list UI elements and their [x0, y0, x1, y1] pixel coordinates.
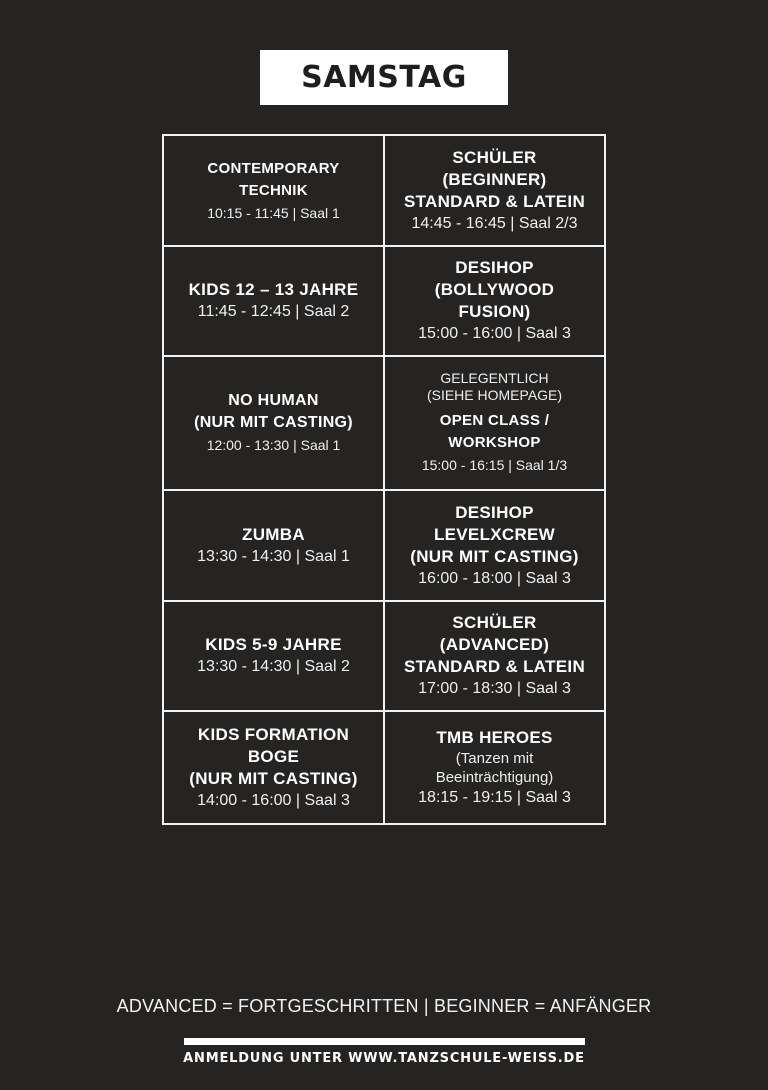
day-title-text: SAMSTAG	[301, 60, 467, 95]
class-time: 14:45 - 16:45 | Saal 2/3	[411, 214, 578, 232]
class-name: ZUMBA	[242, 524, 305, 544]
class-cell	[163, 135, 384, 246]
divider-bar	[184, 1038, 585, 1045]
class-name: NO HUMAN (NUR MIT CASTING)	[194, 392, 353, 431]
class-time: 18:15 - 19:15 | Saal 3	[418, 788, 571, 806]
class-cell	[384, 246, 605, 356]
schedule-table	[162, 134, 606, 825]
class-cell	[384, 711, 605, 824]
table-row	[163, 135, 605, 246]
class-cell	[384, 490, 605, 601]
class-cell	[384, 135, 605, 246]
class-cell	[163, 356, 384, 490]
level-legend: ADVANCED = FORTGESCHRITTEN | BEGINNER = ANFÄNGER	[116, 996, 652, 1016]
class-name: SCHÜLER (BEGINNER) STANDARD & LATEIN	[403, 147, 586, 211]
table-row	[163, 711, 605, 824]
class-name: OPEN CLASS / WORKSHOP	[439, 412, 550, 451]
class-cell	[384, 356, 605, 490]
class-cell	[163, 601, 384, 711]
table-row	[163, 601, 605, 711]
class-name: DESIHOP LEVELXCREW (NUR MIT CASTING)	[410, 502, 579, 566]
table-row	[163, 490, 605, 601]
class-name: DESIHOP (BOLLYWOOD FUSION)	[434, 258, 555, 321]
table-row	[163, 246, 605, 356]
class-cell	[163, 490, 384, 601]
class-name: CONTEMPORARY TECHNIK	[207, 159, 340, 199]
class-time: 17:00 - 18:30 | Saal 3	[418, 680, 571, 697]
class-name: TMB HEROES	[436, 727, 553, 747]
class-time: 13:30 - 14:30 | Saal 2	[197, 658, 350, 675]
class-name: KIDS 12 – 13 JAHRE	[188, 280, 359, 299]
class-name: KIDS 5-9 JAHRE	[205, 635, 342, 654]
class-time: 12:00 - 13:30 | Saal 1	[206, 437, 341, 453]
day-title	[260, 50, 508, 105]
class-cell	[163, 711, 384, 824]
registration-link[interactable]: ANMELDUNG UNTER WWW.TANZSCHULE-WEISS.DE	[183, 1051, 585, 1066]
class-cell	[384, 601, 605, 711]
class-time: 15:00 - 16:00 | Saal 3	[418, 325, 571, 342]
class-time: 11:45 - 12:45 | Saal 2	[197, 303, 350, 320]
class-name: KIDS FORMATION BOGE (NUR MIT CASTING)	[189, 724, 358, 788]
class-name: SCHÜLER (ADVANCED) STANDARD & LATEIN	[403, 613, 586, 676]
class-time: 10:15 - 11:45 | Saal 1	[207, 204, 340, 221]
class-time: 13:30 - 14:30 | Saal 1	[197, 547, 350, 565]
class-time: 16:00 - 18:00 | Saal 3	[418, 569, 571, 587]
class-note: (Tanzen mit Beeinträchtigung)	[435, 749, 554, 786]
class-time: 15:00 - 16:15 | Saal 1/3	[421, 457, 568, 473]
class-note: GELEGENTLICH (SIEHE HOMEPAGE)	[426, 370, 563, 403]
table-row	[163, 356, 605, 490]
class-time: 14:00 - 16:00 | Saal 3	[197, 791, 350, 809]
class-cell	[163, 246, 384, 356]
